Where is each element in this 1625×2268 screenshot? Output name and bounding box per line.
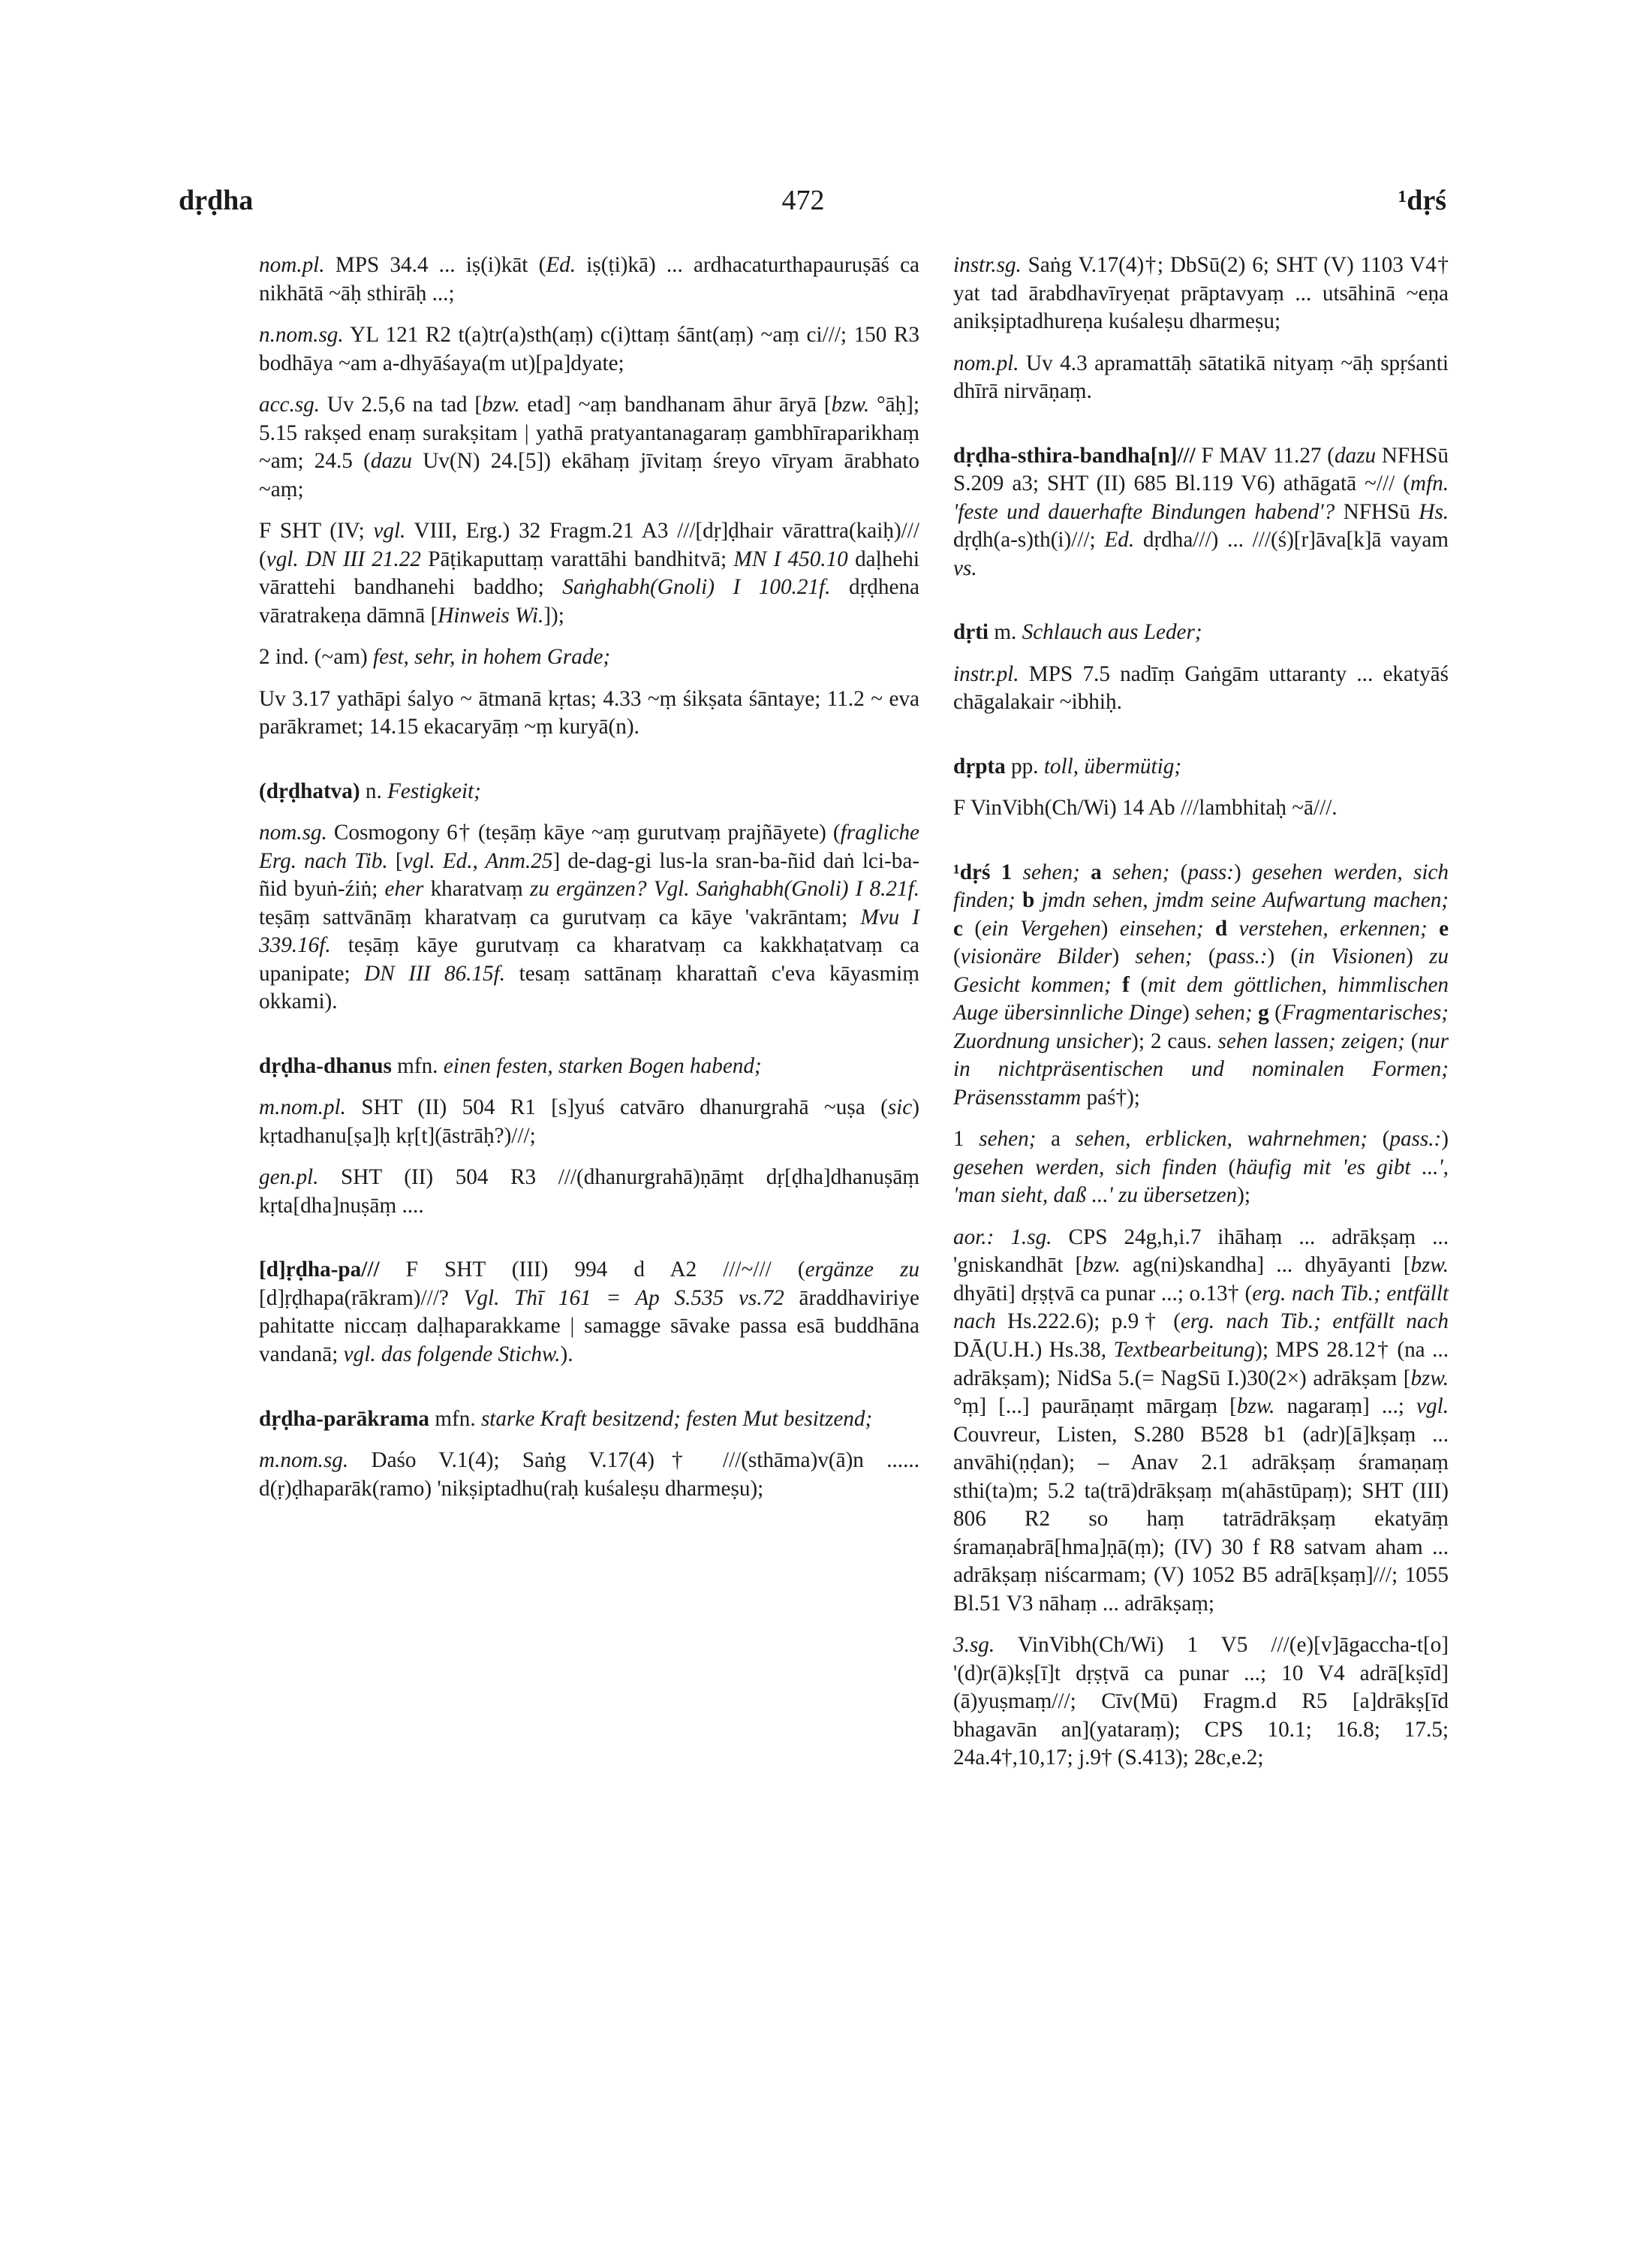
body-text: ) kṛtadhanu[ṣa]ḥ kṛ[t](āstrāḥ?)///; (259, 1095, 919, 1148)
italic-text: n.nom.sg. (259, 323, 344, 348)
running-head-left: dṛḍha (179, 185, 254, 216)
dictionary-paragraph (953, 251, 1449, 336)
italic-text: sehen; (1135, 944, 1193, 969)
body-text: a (1036, 1127, 1076, 1152)
italic-text: eher (384, 877, 424, 902)
italic-text: starke Kraft besitzend; festen Mut besitzend; (480, 1406, 873, 1431)
italic-text: visionäre Bilder (960, 944, 1112, 969)
body-text: CPS 24g,h,i.7 ihāhaṃ ... adrākṣaṃ ... 'gniskandhāt [ (953, 1224, 1449, 1278)
italic-text: mit dem göttlichen, himmlischen Auge übersinnliche Dinge (953, 972, 1449, 1026)
body-text (1102, 860, 1112, 884)
italic-text: nur in nichtpräsentischen und nominalen Formen; Präsensstamm (953, 1029, 1449, 1110)
italic-text: Festigkeit; (387, 779, 481, 803)
italic-text: instr.sg. (953, 253, 1022, 277)
headword-text: dṛḍha-sthira-bandha[n]/// (953, 443, 1196, 468)
italic-text: jmdn sehen, jmdm seine Aufwartung machen; (1041, 888, 1449, 913)
dictionary-paragraph (259, 1094, 919, 1150)
body-text (1016, 888, 1022, 912)
dictionary-paragraph (259, 321, 919, 378)
body-text: ) (1182, 1001, 1196, 1026)
body-text: ) (1112, 944, 1136, 969)
italic-text: vgl. (373, 519, 406, 544)
italic-text: gen.pl. (259, 1165, 319, 1190)
italic-text: einsehen; (1119, 916, 1204, 941)
body-text (1428, 917, 1439, 941)
italic-text: vgl. das folgende Stichw. (343, 1342, 561, 1366)
italic-text: MN I 450.10 (733, 547, 848, 571)
body-text: VinVibh(Ch/Wi) 1 V5 ///(e)[v]āgaccha-t[o] '(d)r(ā)kṣ[ī]t dṛṣṭvā ca punar ...; 10 V4 adrā[kṣīd] (ā)yuṣmaṃ///; Cīv(Mū) Fragm.d R5 [a]drākṣ[īd bhagavān an](yataraṃ); CPS 10.1; 16.8; 17.5; 24a.4†,10,17; j.9† (S.413); 28c,e.2; (953, 1633, 1449, 1770)
italic-text: Fragmentarisches; Zuordnung unsicher (953, 1001, 1449, 1053)
body-text (990, 860, 1001, 884)
italic-text: erg. nach Tib.; entfällt nach (953, 1281, 1449, 1334)
body-text: ( (1404, 1029, 1419, 1053)
body-text: ( (1268, 1001, 1282, 1026)
italic-text: erg. nach Tib.; entfällt nach (1180, 1309, 1449, 1334)
body-text: SHT (II) 504 R3 ///(dhanurgrahā)ṇāṃt dṛ[ḍha]dhanuṣāṃ kṛta[dha]nuṣāṃ .... (259, 1165, 919, 1218)
body-text: ) (1100, 916, 1120, 941)
italic-text: zu ergänzen? Vgl. Saṅghabh(Gnoli) I 8.21f. (529, 877, 919, 902)
italic-text: vgl. DN III 21.22 (266, 547, 421, 571)
body-text: ); 2 caus. (1131, 1029, 1218, 1053)
italic-text: Vgl. Thī 161 = Ap S.535 vs.72 (463, 1285, 784, 1310)
italic-text: bzw. (1082, 1253, 1121, 1278)
italic-text: dazu (370, 449, 412, 474)
italic-text: aor.: 1.sg. (953, 1224, 1052, 1249)
body-text: 2 ind. (~am) (259, 645, 373, 670)
body-text: ) (1234, 860, 1253, 884)
body-text: F SHT (III) 994 d A2 ///~/// ( (379, 1257, 805, 1282)
left-column (259, 251, 919, 1517)
italic-text: zu Gesicht kommen; (953, 944, 1449, 997)
italic-text: pass.: (1389, 1127, 1442, 1152)
italic-text: sic (887, 1095, 913, 1120)
body-text: ); (1237, 1183, 1250, 1208)
body-text: dṛḍhena vāratrakeṇa dāmnā [ (259, 575, 919, 628)
italic-text: nom.pl. (259, 253, 325, 277)
entry-gap (259, 1383, 919, 1405)
body-text: teṣāṃ sattvānāṃ kharatvaṃ ca gurutvaṃ ca kāye 'vakrāntam; (259, 905, 861, 929)
italic-text: einen festen, starken Bogen habend; (443, 1053, 762, 1078)
dictionary-paragraph (259, 819, 919, 1017)
dictionary-paragraph (259, 643, 919, 672)
dictionary-paragraph (953, 1125, 1449, 1210)
body-text: etad] ~aṃ bandhanam āhur āryā [ (519, 393, 832, 417)
body-text: dṛdha///) ... ///(ś)[r]āva[k]ā vayam (1134, 528, 1449, 553)
headword-text: dṛḍha-parākrama (259, 1406, 430, 1431)
italic-text: vgl. Ed., Anm.25 (402, 848, 553, 873)
body-text: ( (1192, 944, 1216, 969)
body-text: NFHSū (1335, 499, 1419, 524)
body-text: mfn. (391, 1053, 444, 1078)
headword-text: d (1214, 916, 1228, 941)
page-header (0, 184, 1625, 229)
body-text: Daśo V.1(4); Saṅg V.17(4)† ///(sthāma)v(ā)n ...... d(ṛ)ḍhaparāk(ramo) 'nikṣiptadhu(raḥ kuśaleṣu dharmeṣu); (259, 1448, 919, 1501)
body-text: m. (989, 620, 1022, 645)
italic-text: dazu (1334, 443, 1377, 468)
entry-gap (259, 1030, 919, 1053)
italic-text: fragliche Erg. nach Tib. (259, 821, 919, 873)
italic-text: gesehen werden, sich finden (953, 1155, 1217, 1179)
body-text: Cosmogony 6† (teṣāṃ kāye ~aṃ gurutvaṃ prajñāyete) ( (327, 821, 841, 845)
italic-text: m.nom.pl. (259, 1095, 346, 1120)
italic-text: bzw. (1236, 1394, 1275, 1419)
entry-gap (953, 836, 1449, 859)
body-text: NFHSū S.209 a3; SHT (II) 685 Bl.119 V6) athāgatā ~/// ( (953, 443, 1449, 496)
body-text: MPS 7.5 nadīṃ Gaṅgām uttaranty ... ekatyāś chāgalakair ~ibhiḥ. (953, 661, 1449, 715)
entry-gap (953, 420, 1449, 442)
italic-text: bzw. (1410, 1366, 1449, 1390)
italic-text: acc.sg. (259, 393, 320, 417)
italic-text: bzw. (831, 393, 870, 417)
body-text: 1 (953, 1127, 980, 1152)
body-text: F MAV 11.27 ( (1195, 443, 1335, 468)
italic-text: Mvu I 339.16f. (259, 905, 919, 958)
italic-text: sehen, erblicken, wahrnehmen; (1075, 1127, 1368, 1152)
body-text: ] de-dag-gi lus-la sran-ba-ñid daṅ lci-ba-ñid byuṅ-źiṅ; (259, 848, 919, 902)
dictionary-paragraph (259, 1447, 919, 1503)
dictionary-paragraph (953, 350, 1449, 406)
body-text: SHT (II) 504 R1 [s]yuś catvāro dhanurgrahā ~uṣa ( (345, 1095, 888, 1120)
italic-text: Ed. (1104, 528, 1135, 553)
italic-text: sehen; (1022, 860, 1080, 884)
body-text: āraddhaviriye pahitatte niccaṃ daḷhaparakkame | samagge sāvake passa esā buddhāna vandanā; (259, 1285, 919, 1366)
italic-text: sehen; (1112, 860, 1170, 884)
body-text: [ (387, 848, 403, 873)
italic-text: sehen; (1195, 1001, 1253, 1026)
body-text (1080, 860, 1091, 884)
body-text: n. (360, 779, 388, 803)
entry-gap (259, 755, 919, 778)
body-text: Uv(N) 24.[5]) ekāhaṃ jīvitaṃ śreyo vīryam ārabhato ~aṃ; (259, 449, 919, 501)
body-text: YL 121 R2 t(a)tr(a)sth(aṃ) c(i)ttaṃ śānt(aṃ) ~aṃ ci///; 150 R3 bodhāya ~am a-dhyāśaya(m ut)[pa]dyate; (259, 323, 919, 375)
body-text (1253, 1001, 1259, 1025)
body-text: iṣ(ṭi)kā) ... ardhacaturthapauruṣāś ca nikhātā ~āḥ sthirāḥ ...; (259, 253, 919, 306)
italic-text: 3.sg. (953, 1633, 995, 1658)
headword-text: e (1439, 916, 1449, 941)
italic-text: in Visionen (1298, 944, 1407, 969)
body-text: tesaṃ sattānaṃ kharattañ c'eva kāyasmiṃ okkami). (259, 961, 919, 1014)
headword-text: dṛti (953, 620, 989, 645)
headword-text: dṛpta (953, 754, 1006, 779)
italic-text: Hs. (1419, 499, 1449, 524)
headword-text: b (1022, 888, 1035, 913)
italic-text: bzw. (482, 393, 520, 417)
body-text: mfn. (429, 1406, 481, 1431)
dictionary-paragraph (259, 778, 919, 806)
body-text: ( (1217, 1155, 1236, 1179)
italic-text: bzw. (1410, 1253, 1449, 1278)
body-text: Hs.222.6); p.9† ( (995, 1309, 1181, 1334)
body-text: nagaraṃ] ...; (1274, 1394, 1417, 1419)
body-text: Uv 3.17 yathāpi śalyo ~ ātmanā kṛtas; 4.33 ~ṃ śikṣata śāntaye; 11.2 ~ eva parākramet; 14.15 ekacaryāṃ ~ṃ kuryā(n). (259, 686, 919, 739)
italic-text: mfn. 'feste und dauerhafte Bindungen habend'? (953, 471, 1449, 524)
italic-text: Ed. (546, 253, 576, 277)
italic-text: sehen; (979, 1127, 1037, 1152)
body-text: Saṅg V.17(4)†; DbSū(2) 6; SHT (V) 1103 V4† yat tad ārabdhavīryeṇat prāptavyaṃ ... utsāhinā ~eṇa anikṣiptadhureṇa kuśaleṣu dharmeṣu; (953, 253, 1449, 334)
headword-text: (dṛḍhatva) (259, 779, 360, 803)
headword-text: a (1091, 860, 1102, 884)
headword-text: ¹dṛś (953, 860, 991, 884)
italic-text: instr.pl. (953, 661, 1019, 686)
italic-text: Textbearbeitung (1113, 1337, 1256, 1362)
body-text: ( (953, 944, 961, 969)
body-text (1204, 917, 1215, 941)
italic-text: pass: (1187, 860, 1235, 884)
italic-text: DN III 86.15f. (364, 961, 506, 986)
italic-text: Schlauch aus Leder; (1022, 620, 1202, 645)
italic-text: Hinweis Wi. (438, 603, 544, 628)
body-text: ( (1368, 1127, 1390, 1152)
body-text: ). (560, 1342, 573, 1366)
dictionary-paragraph (953, 661, 1449, 717)
body-text: Uv 4.3 apramattāḥ sātatikā nityaṃ ~āḥ spṛśanti dhīrā nirvāṇaṃ. (953, 351, 1449, 404)
body-text: [d]ṛḍhapa(rākram)///? (259, 1285, 464, 1310)
body-text: ag(ni)skandha] ... dhyāyanti [ (1120, 1253, 1411, 1278)
body-text: °āḥ]; 5.15 rakṣed enaṃ surakṣitam | yathā pratyantanagaraṃ gambhīraparikhaṃ ~am; 24.5 ( (259, 393, 919, 474)
italic-text: toll, übermütig; (1043, 754, 1182, 779)
dictionary-paragraph (953, 859, 1449, 1113)
body-text: pp. (1005, 754, 1044, 779)
body-text: Pāṭikaputtaṃ varattāhi bandhitvā; (420, 547, 734, 571)
body-text: DĀ(U.H.) Hs.38, (953, 1337, 1114, 1362)
headword-text: 1 (1001, 860, 1013, 884)
headword-text: c (953, 916, 963, 941)
body-text: VIII, Erg.) 32 Fragm.21 A3 ///[dṛ]ḍhair vārattra(kaiḥ)/// ( (259, 519, 919, 571)
page-number: 472 (781, 185, 825, 216)
body-text (1227, 917, 1238, 941)
italic-text: vs. (953, 556, 977, 580)
italic-text: nom.pl. (953, 351, 1019, 375)
entry-gap (953, 596, 1449, 619)
body-text: kharatvaṃ (423, 877, 530, 902)
dictionary-paragraph (259, 517, 919, 630)
body-text: dṛḍh(a-s)th(i)///; (953, 528, 1105, 553)
entry-gap (259, 1233, 919, 1256)
body-text: paś†); (1081, 1085, 1140, 1110)
italic-text: fest, sehr, in hohem Grade; (372, 645, 611, 670)
body-text: ) (1406, 944, 1430, 969)
dictionary-paragraph (953, 753, 1449, 782)
headword-text: f (1122, 972, 1130, 997)
italic-text: m.nom.sg. (259, 1448, 349, 1473)
body-text: dhyāti] dṛṣṭvā ca punar ...; o.13† ( (953, 1281, 1253, 1306)
body-text: daḷhehi vārattehi bandhanehi baddho; (259, 547, 919, 600)
body-text (1112, 973, 1122, 997)
dictionary-paragraph (953, 1631, 1449, 1773)
body-text: F VinVibh(Ch/Wi) 14 Ab ///lambhitaḥ ~ā///. (953, 796, 1338, 821)
italic-text: sehen lassen; zeigen; (1217, 1029, 1405, 1053)
italic-text: Saṅghabh(Gnoli) I 100.21f. (562, 575, 831, 600)
italic-text: gesehen werden, sich finden; (953, 860, 1449, 913)
body-text: ]); (543, 603, 564, 628)
italic-text: vgl. (1416, 1394, 1449, 1419)
body-text: ) ( (1267, 944, 1298, 969)
headword-text: g (1258, 1001, 1269, 1026)
body-text: ) (1441, 1127, 1449, 1152)
dictionary-paragraph (953, 619, 1449, 647)
italic-text: ergänze zu (805, 1257, 919, 1282)
italic-text: verstehen, erkennen; (1238, 916, 1428, 941)
body-text: Couvreur, Listen, S.280 B528 b1 (adr)[ā]kṣaṃ ... anvāhi(ṇḍan); – Anav 2.1 adrākṣaṃ śramaṇaṃ sthi(ta)m; 5.2 ta(trā)drākṣaṃ m(ahāstūpaṃ); SHT (III) 806 R2 so haṃ tatrādrākṣaṃ ekatyāṃ śramaṇabrā[hma]ṇā(ṃ); (IV) 30 f R8 satvam aham ... adrākṣaṃ niścarmam; (V) 1052 B5 adrā[kṣaṃ]///; 1055 Bl.51 V3 nāhaṃ ... adrākṣaṃ; (953, 1422, 1449, 1616)
body-text: MPS 34.4 ... iṣ(i)kāt ( (324, 253, 546, 277)
dictionary-paragraph (953, 1224, 1449, 1618)
body-text: ); MPS 28.12† (na ... adrākṣam); NidSa 5.(= NagSū I.)30(2×) adrākṣam [ (953, 1337, 1449, 1390)
body-text (1012, 860, 1022, 884)
body-text: teṣāṃ kāye gurutvaṃ ca kharatvaṃ ca kakkhaṭatvaṃ ca upanipate; (259, 933, 919, 986)
dictionary-paragraph (259, 685, 919, 742)
body-text: ( (1169, 860, 1188, 884)
dictionary-paragraph (259, 1256, 919, 1369)
italic-text: nom.sg. (259, 821, 327, 845)
dictionary-paragraph (953, 794, 1449, 823)
dictionary-paragraph (259, 251, 919, 308)
italic-text: ein Vergehen (982, 916, 1101, 941)
body-text: ( (962, 916, 983, 941)
body-text: ( (1129, 972, 1148, 997)
running-head-right: ¹dṛś (1398, 185, 1446, 216)
headword-text: [d]ṛḍha-pa/// (259, 1257, 380, 1282)
dictionary-paragraph (259, 1164, 919, 1220)
italic-text: pass.: (1215, 944, 1268, 969)
dictionary-paragraph (953, 442, 1449, 583)
right-column (953, 251, 1449, 1786)
body-text: Uv 2.5,6 na tad [ (320, 393, 483, 417)
entry-gap (953, 730, 1449, 753)
body-text (1034, 888, 1041, 912)
dictionary-paragraph (259, 1053, 919, 1081)
body-text: °ṃ] [...] paurāṇaṃt mārgaṃ [ (953, 1394, 1237, 1419)
dictionary-paragraph (259, 391, 919, 504)
headword-text: dṛḍha-dhanus (259, 1053, 392, 1078)
italic-text: häufig mit 'es gibt ...', 'man sieht, daß ...' zu übersetzen (953, 1155, 1449, 1208)
dictionary-paragraph (259, 1405, 919, 1434)
body-text: F SHT (IV; (259, 519, 374, 544)
